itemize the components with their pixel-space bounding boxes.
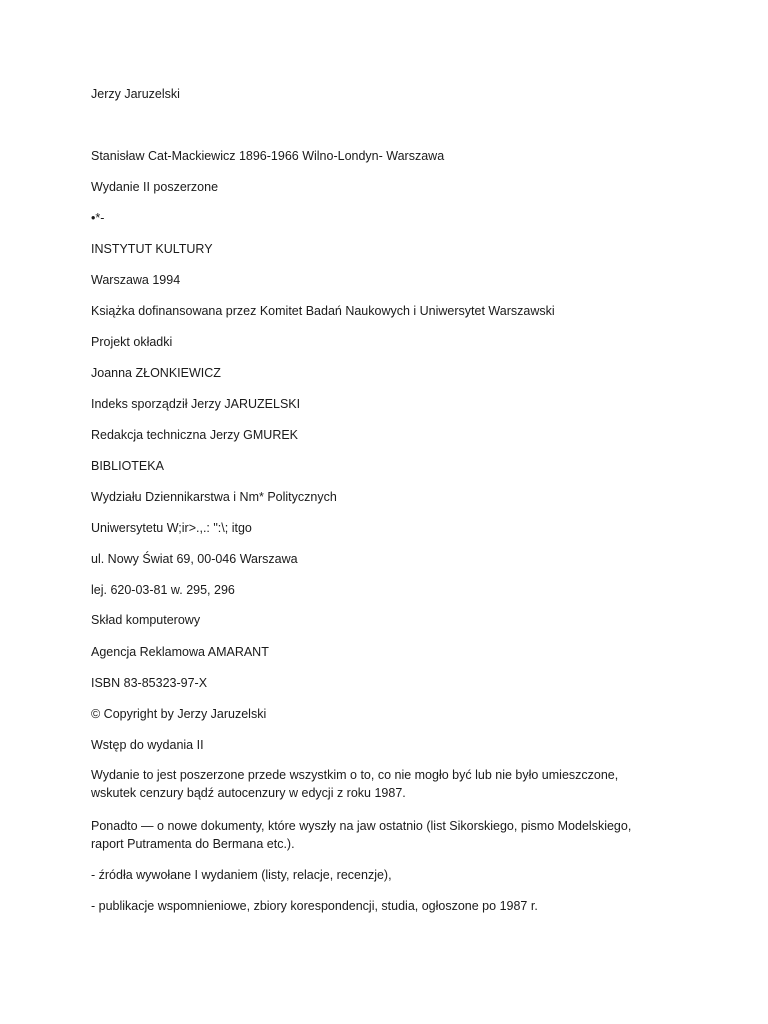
intro-paragraph-1-line-2: wskutek cenzury bądź autocenzury w edycji z roku 1987. <box>91 786 406 800</box>
isbn-line: ISBN 83-85323-97-X <box>91 676 208 690</box>
intro-paragraph-1-line-1: Wydanie to jest poszerzone przede wszystkim o to, co nie mogło być lub nie było umieszczone, <box>91 768 619 782</box>
author-name: Jerzy Jaruzelski <box>91 87 180 101</box>
faculty-line: Wydziału Dziennikarstwa i Nm* Politycznych <box>91 490 337 504</box>
funding-line: Książka dofinansowana przez Komitet Badań Naukowych i Uniwersytet Warszawski <box>91 304 555 318</box>
list-item: - źródła wywołane I wydaniem (listy, relacje, recenzje), <box>91 868 392 882</box>
phone-line: lej. 620-03-81 w. 295, 296 <box>91 583 235 597</box>
intro-paragraph-1 <box>91 766 691 802</box>
intro-paragraph-2 <box>91 817 691 853</box>
copyright-line: © Copyright by Jerzy Jaruzelski <box>91 707 267 721</box>
intro-heading: Wstęp do wydania II <box>91 738 204 752</box>
book-title: Stanisław Cat-Mackiewicz 1896-1966 Wilno-Londyn- Warszawa <box>91 149 445 163</box>
tech-editor-credit: Redakcja techniczna Jerzy GMUREK <box>91 428 299 442</box>
typesetting-agency: Agencja Reklamowa AMARANT <box>91 645 269 659</box>
cover-label: Projekt okładki <box>91 335 173 349</box>
address-line: ul. Nowy Świat 69, 00-046 Warszawa <box>91 552 298 566</box>
typesetting-label: Skład komputerowy <box>91 613 201 627</box>
index-credit: Indeks sporządził Jerzy JARUZELSKI <box>91 397 301 411</box>
institute-line: INSTYTUT KULTURY <box>91 242 213 256</box>
intro-paragraph-2-line-1: Ponadto — o nowe dokumenty, które wyszły na jaw ostatnio (list Sikorskiego, pismo Modelskiego, <box>91 819 632 833</box>
intro-paragraph-2-line-2: raport Putramenta do Bermana etc.). <box>91 837 295 851</box>
place-year-line: Warszawa 1994 <box>91 273 181 287</box>
edition-line: Wydanie II poszerzone <box>91 180 219 194</box>
cover-designer: Joanna ZŁONKIEWICZ <box>91 366 221 380</box>
library-line: BIBLIOTEKA <box>91 459 164 473</box>
ornament-line: •*- <box>91 211 105 225</box>
list-item: - publikacje wspomnieniowe, zbiory korespondencji, studia, ogłoszone po 1987 r. <box>91 899 538 913</box>
university-line: Uniwersytetu W;ir>.,.: ":\; itgo <box>91 521 252 535</box>
